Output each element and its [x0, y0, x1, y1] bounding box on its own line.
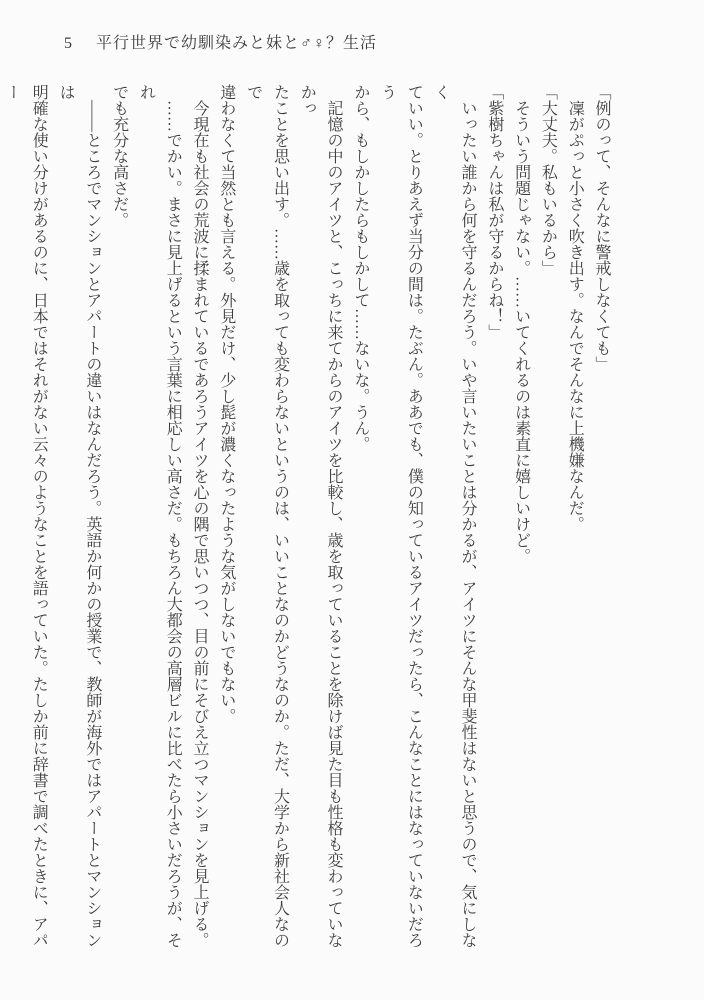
text-line: 今現在も社会の荒波に揉まれているであろうアイツを心の隅で思いつつ、目の前にそびえ立つマンションを見上げる。 [191, 100, 209, 948]
page-header [64, 30, 377, 53]
text-line: から、もしかしたらもしかして……ないな。うん。 [351, 84, 369, 452]
text-line: 違わなくて当然とも言える。外見だけ、少し髭が濃くなったような気がしないでもない。 [217, 84, 235, 724]
text-line: ……でかい。まさに見上げるという言葉に相応しい高さだ。もちろん大都会の高層ビルに比べたら小さいだろうが、それ [137, 84, 182, 948]
text-line: 「例のって、そんなに警戒しなくても」 [593, 84, 610, 372]
text-line: 凜がぷっと小さく吹き出す。なんでそんなに上機嫌なんだ。 [566, 100, 584, 532]
text-line: 記憶の中のアイツと、こっちに来てからのアイツを比較し、歳を取っていることを除けば見た目も性格も変わっていなかっ [298, 84, 343, 948]
text-line: いったい誰から何を守るんだろう。いや言いたいことは分かるが、アイツにそんな甲斐性はないと思うので、気にしなく [432, 84, 477, 948]
text-line: そういう問題じゃない。……いてくれるのは素直に嬉しいけど。 [512, 100, 530, 564]
text-line: ——ところでマンションとアパートの違いはなんだろう。英語か何かの授業で、教師が海外ではアパートとマンションは [57, 84, 101, 948]
text-line: 明確な使い分けがあるのに、日本ではそれがない云々のようなことを語っていた。たしか前に辞書で調べたときに、アパー [3, 84, 48, 948]
text-line: ていい。とりあえず当分の間は。たぶん。ああでも、僕の知っているアイツだったら、こんなことにはなっていないだろう [378, 84, 423, 948]
page-number: 5 [64, 35, 73, 52]
text-line: 「紫樹ちゃんは私が守るからね！」 [485, 84, 503, 340]
text-line: たことを思い出す。……歳を取っても変わらないというのは、いいことなのかどうなのか。ただ、大学から新社会人なので [244, 84, 289, 948]
novel-body-text [0, 84, 614, 962]
text-line: 「大丈夫。私もいるから」 [539, 84, 557, 276]
chapter-title: 平行世界で幼馴染みと妹と♂♀？生活 [96, 35, 378, 52]
text-line: でも充分な高さだ。 [110, 84, 128, 228]
